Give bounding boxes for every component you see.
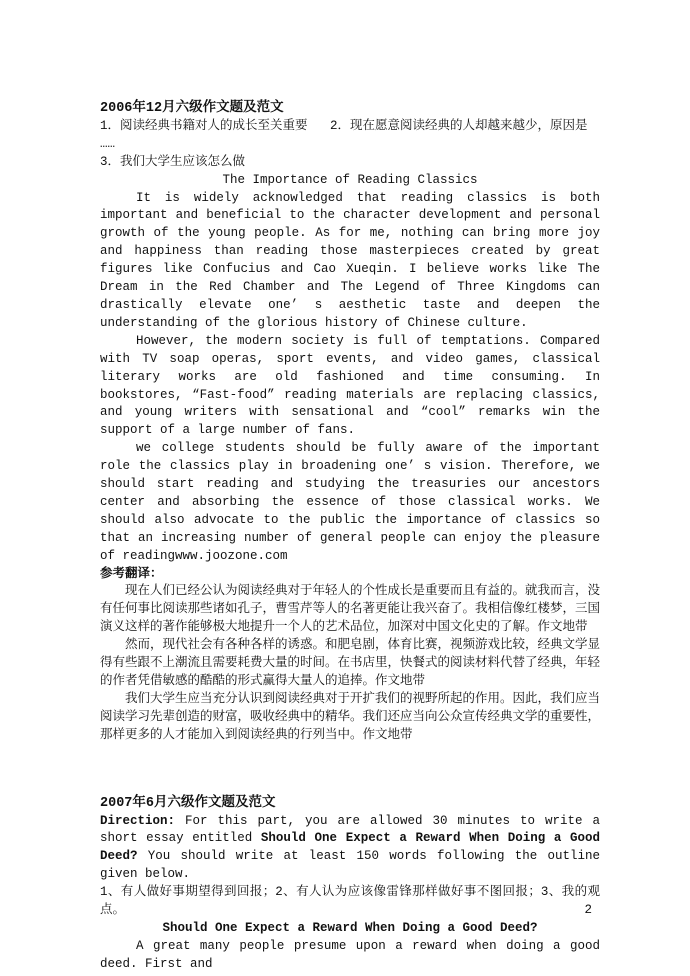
document-content (100, 100, 600, 974)
direction-text-2: You should write at least 150 words following the outline given below. (100, 849, 600, 882)
translation-paragraph-3: 我们大学生应当充分认识到阅读经典对于开扩我们的视野所起的作用。因此，我们应当阅读学习先辈创造的财富，吸收经典中的精华。我们还应当向公众宣传经典文学的重要性，那样更多的人才能加入到阅读经典的行列当中。作文地带 (100, 691, 601, 742)
translation-paragraph-2: 然而，现代社会有各种各样的诱惑。和肥皂剧，体育比赛，视频游戏比较，经典文学显得有些跟不上潮流且需要耗费大量的时间。在书店里，快餐式的阅读材料代替了经典，年轻的作者凭借敏感的酷酷的形式赢得大量人的追捧。作文地带 (100, 638, 601, 688)
translation-label: 参考翻译： (100, 566, 163, 581)
ellipsis-line: …… (100, 136, 116, 151)
essay-title-2006: The Importance of Reading Classics (222, 172, 478, 187)
direction-paragraph (100, 813, 600, 885)
translation-paragraph-1: 现在人们已经公认为阅读经典对于年轻人的个性成长是重要而且有益的。就我而言，没有任何事比阅读那些诸如孔子，曹雪芹等人的名著更能让我兴奋了。我相信像红楼梦，三国演义这样的著作能够极大地提升一个人的艺术品位，加深对中国文化史的了解。作文地带 (100, 584, 601, 635)
outline-item-3: 3．我们大学生应该怎么做 (100, 154, 246, 169)
essay-paragraph-1: It is widely acknowledged that reading classics is both important and beneficial to the character development and personal growth of the young people. As for me, nothing can bring more joy and happiness than reading those masterpieces created by great figures like Confucius and Cao Xueqin. I believe works like The Dream in the Red Chamber and The Legend of Three Kingdoms can drastically elevate one’ s aesthetic taste and deepen the understanding of the glorious history of Chinese culture. (100, 190, 600, 330)
essay-paragraph-3: we college students should be fully aware of the important role the classics play in broadening one’ s vision. Therefore, we should start reading and studying the treasuries our ancestors center and absorbing the essence of those classical works. We should also advocate to the public the importance of classics so that an increasing number of general people can enjoy the pleasure of readingwww.joozone.com (100, 441, 600, 563)
outline-items-1-2: 1．阅读经典书籍对人的成长至关重要 2．现在愿意阅读经典的人却越来越少，原因是 (100, 118, 588, 133)
section-2007-heading: 2007年6月六级作文题及范文 (100, 795, 276, 811)
direction-label: Direction: (100, 813, 176, 828)
direction-essay-title-inline: Should One Expect a Reward When Doing a Good Deed? (100, 831, 600, 864)
page-number: 2 (584, 903, 592, 917)
essay-paragraph-2: However, the modern society is full of temptations. Compared with TV soap operas, sport events, and video games, classical literary works are old fashioned and time consuming. In bookstores, “Fast-food” reading materials are replacing classics, and young writers with sensational and “cool” remarks win the support of a large number of fans. (100, 333, 600, 438)
section-2006-heading: 2006年12月六级作文题及范文 (100, 101, 284, 116)
essay-title-2007: Should One Expect a Reward When Doing a Good Deed? (162, 920, 538, 935)
section-2007 (100, 795, 600, 974)
outline-2007: 1、有人做好事期望得到回报；2、有人认为应该像雷锋那样做好事不图回报；3、我的观点。 (100, 885, 600, 918)
direction-text-1: For this part, you are allowed 30 minutes to write a short essay entitled (100, 813, 600, 846)
essay-opening-line: A great many people presume upon a reward when doing a good deed. First and (100, 938, 600, 971)
